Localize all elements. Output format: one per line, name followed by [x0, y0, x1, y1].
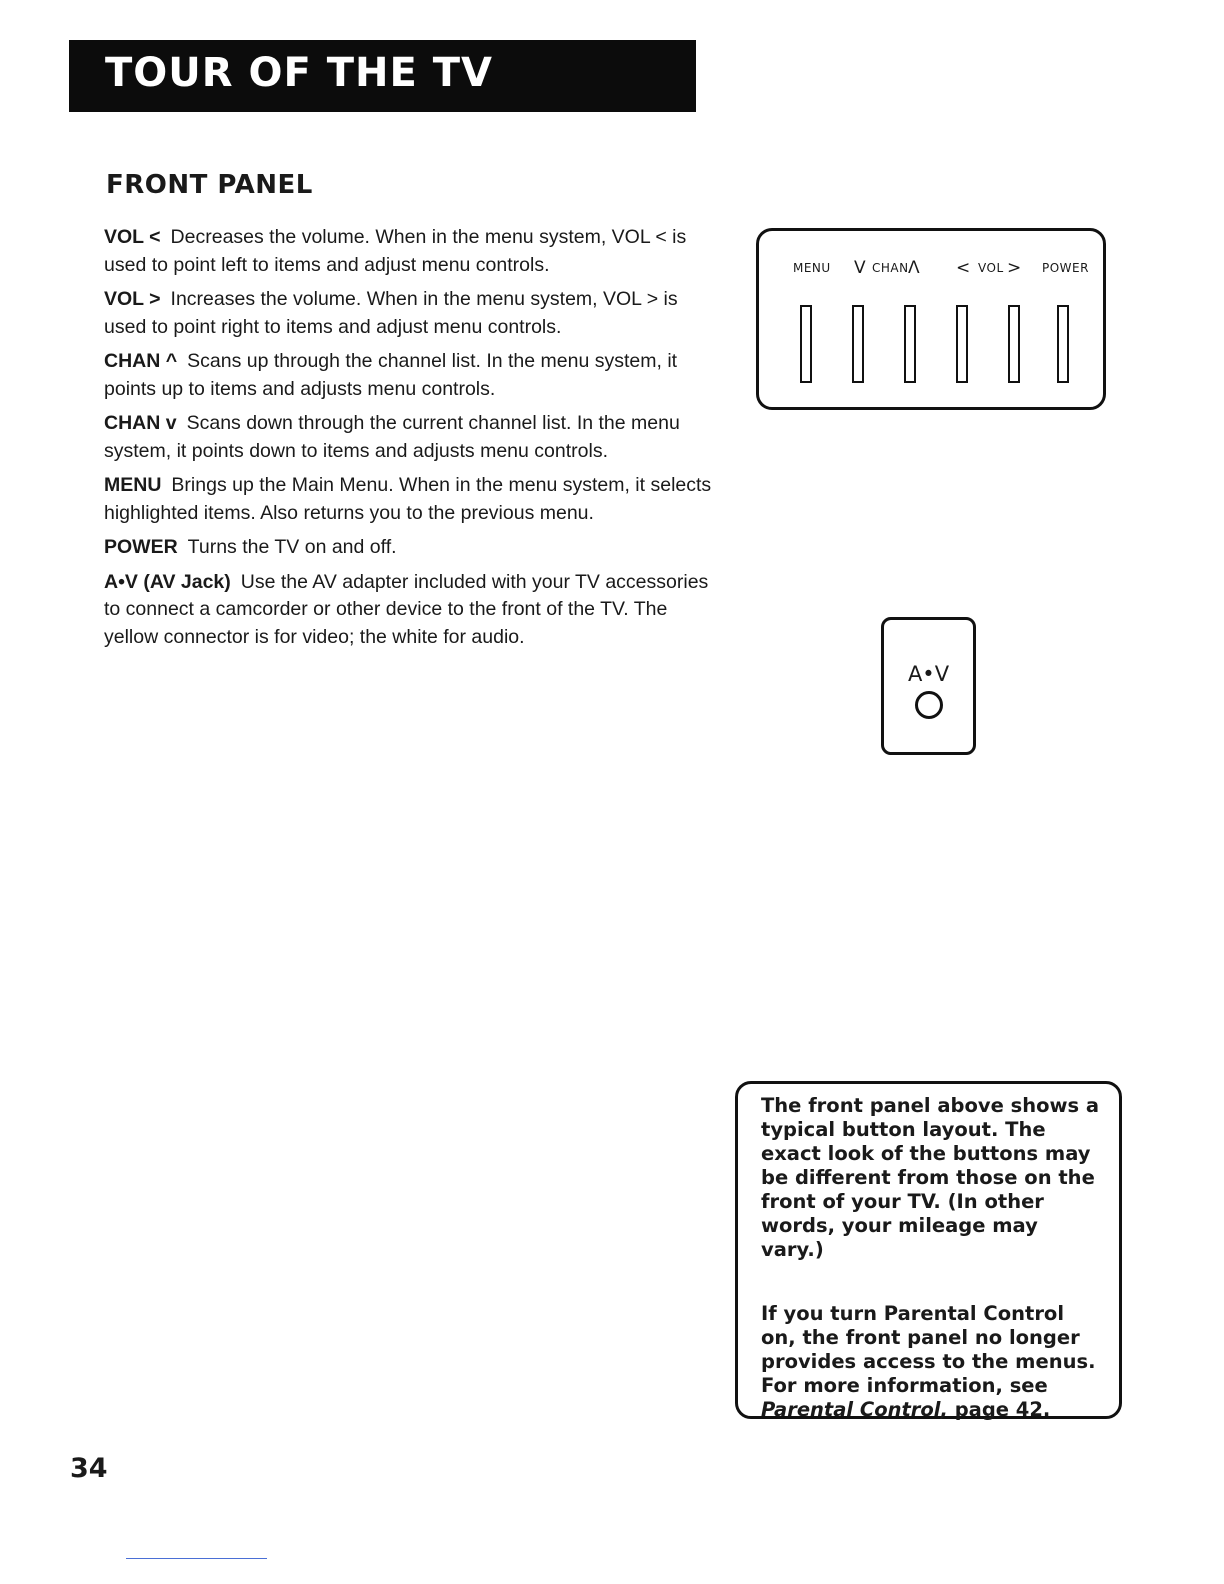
panel-label-vol-down: <	[956, 258, 971, 278]
page-number: 34	[70, 1453, 108, 1484]
panel-label-chan: CHAN	[872, 261, 909, 275]
vol-down-button	[956, 305, 968, 383]
description-list	[104, 224, 716, 658]
desc-text: Scans up through the channel list. In the menu system, it points up to items and adjusts menu controls.	[104, 350, 678, 400]
av-jack-diagram	[881, 617, 976, 755]
desc-menu	[104, 472, 716, 527]
panel-label-power: POWER	[1042, 261, 1089, 275]
desc-text: Use the AV adapter included with your TV accessories to connect a camcorder or other device to the front of the TV. The yellow connector is for video; the white for audio.	[104, 570, 709, 648]
desc-term: CHAN ^	[104, 350, 178, 372]
header-bar	[69, 40, 696, 112]
note-paragraph-parental	[761, 1302, 1105, 1422]
chan-down-button	[852, 305, 864, 383]
av-label: A•V	[907, 662, 950, 686]
menu-button	[800, 305, 812, 383]
page-title: TOUR OF THE TV	[105, 50, 494, 96]
section-heading: FRONT PANEL	[106, 170, 313, 200]
power-button	[1057, 305, 1069, 383]
desc-term: A•V (AV Jack)	[104, 570, 231, 593]
av-jack-icon	[915, 691, 943, 719]
desc-chan-up	[104, 348, 716, 403]
parental-control-reference: Parental Control,	[761, 1398, 948, 1421]
desc-text: Brings up the Main Menu. When in the menu system, it selects highlighted items. Also returns you to the previous menu.	[104, 474, 712, 524]
panel-label-chan-down: V	[854, 258, 867, 278]
desc-term: VOL >	[104, 288, 161, 310]
desc-term: MENU	[104, 474, 162, 496]
desc-term: CHAN v	[104, 412, 177, 434]
desc-term: POWER	[104, 536, 178, 558]
footer-rule	[126, 1558, 267, 1559]
note-text: If you turn Parental Control on, the front panel no longer provides access to the menus. For more information, see	[761, 1302, 1096, 1397]
desc-term: VOL <	[104, 226, 161, 248]
desc-text: Decreases the volume. When in the menu system, VOL < is used to point left to items and adjust menu controls.	[104, 226, 687, 276]
desc-av-jack	[104, 569, 716, 652]
note-box	[735, 1081, 1122, 1419]
desc-chan-down	[104, 410, 716, 465]
desc-vol-up	[104, 286, 716, 341]
panel-label-menu: MENU	[793, 261, 831, 275]
desc-text: Increases the volume. When in the menu system, VOL > is used to point right to items and adjust menu controls.	[104, 288, 678, 338]
desc-power	[104, 534, 716, 562]
chan-up-button	[904, 305, 916, 383]
note-page-ref: page 42.	[954, 1398, 1051, 1421]
panel-label-chan-up: Λ	[908, 258, 921, 278]
panel-label-vol-up: >	[1007, 258, 1022, 278]
vol-up-button	[1008, 305, 1020, 383]
note-paragraph: The front panel above shows a typical button layout. The exact look of the buttons may be different from those on the front of your TV. (In other words, your mileage may vary.)	[761, 1094, 1100, 1261]
panel-label-vol: VOL	[978, 261, 1004, 275]
front-panel-diagram	[756, 228, 1106, 410]
desc-text: Turns the TV on and off.	[187, 536, 397, 558]
desc-vol-down	[104, 224, 716, 279]
desc-text: Scans down through the current channel list. In the menu system, it points down to items and adjusts menu controls.	[104, 412, 680, 462]
